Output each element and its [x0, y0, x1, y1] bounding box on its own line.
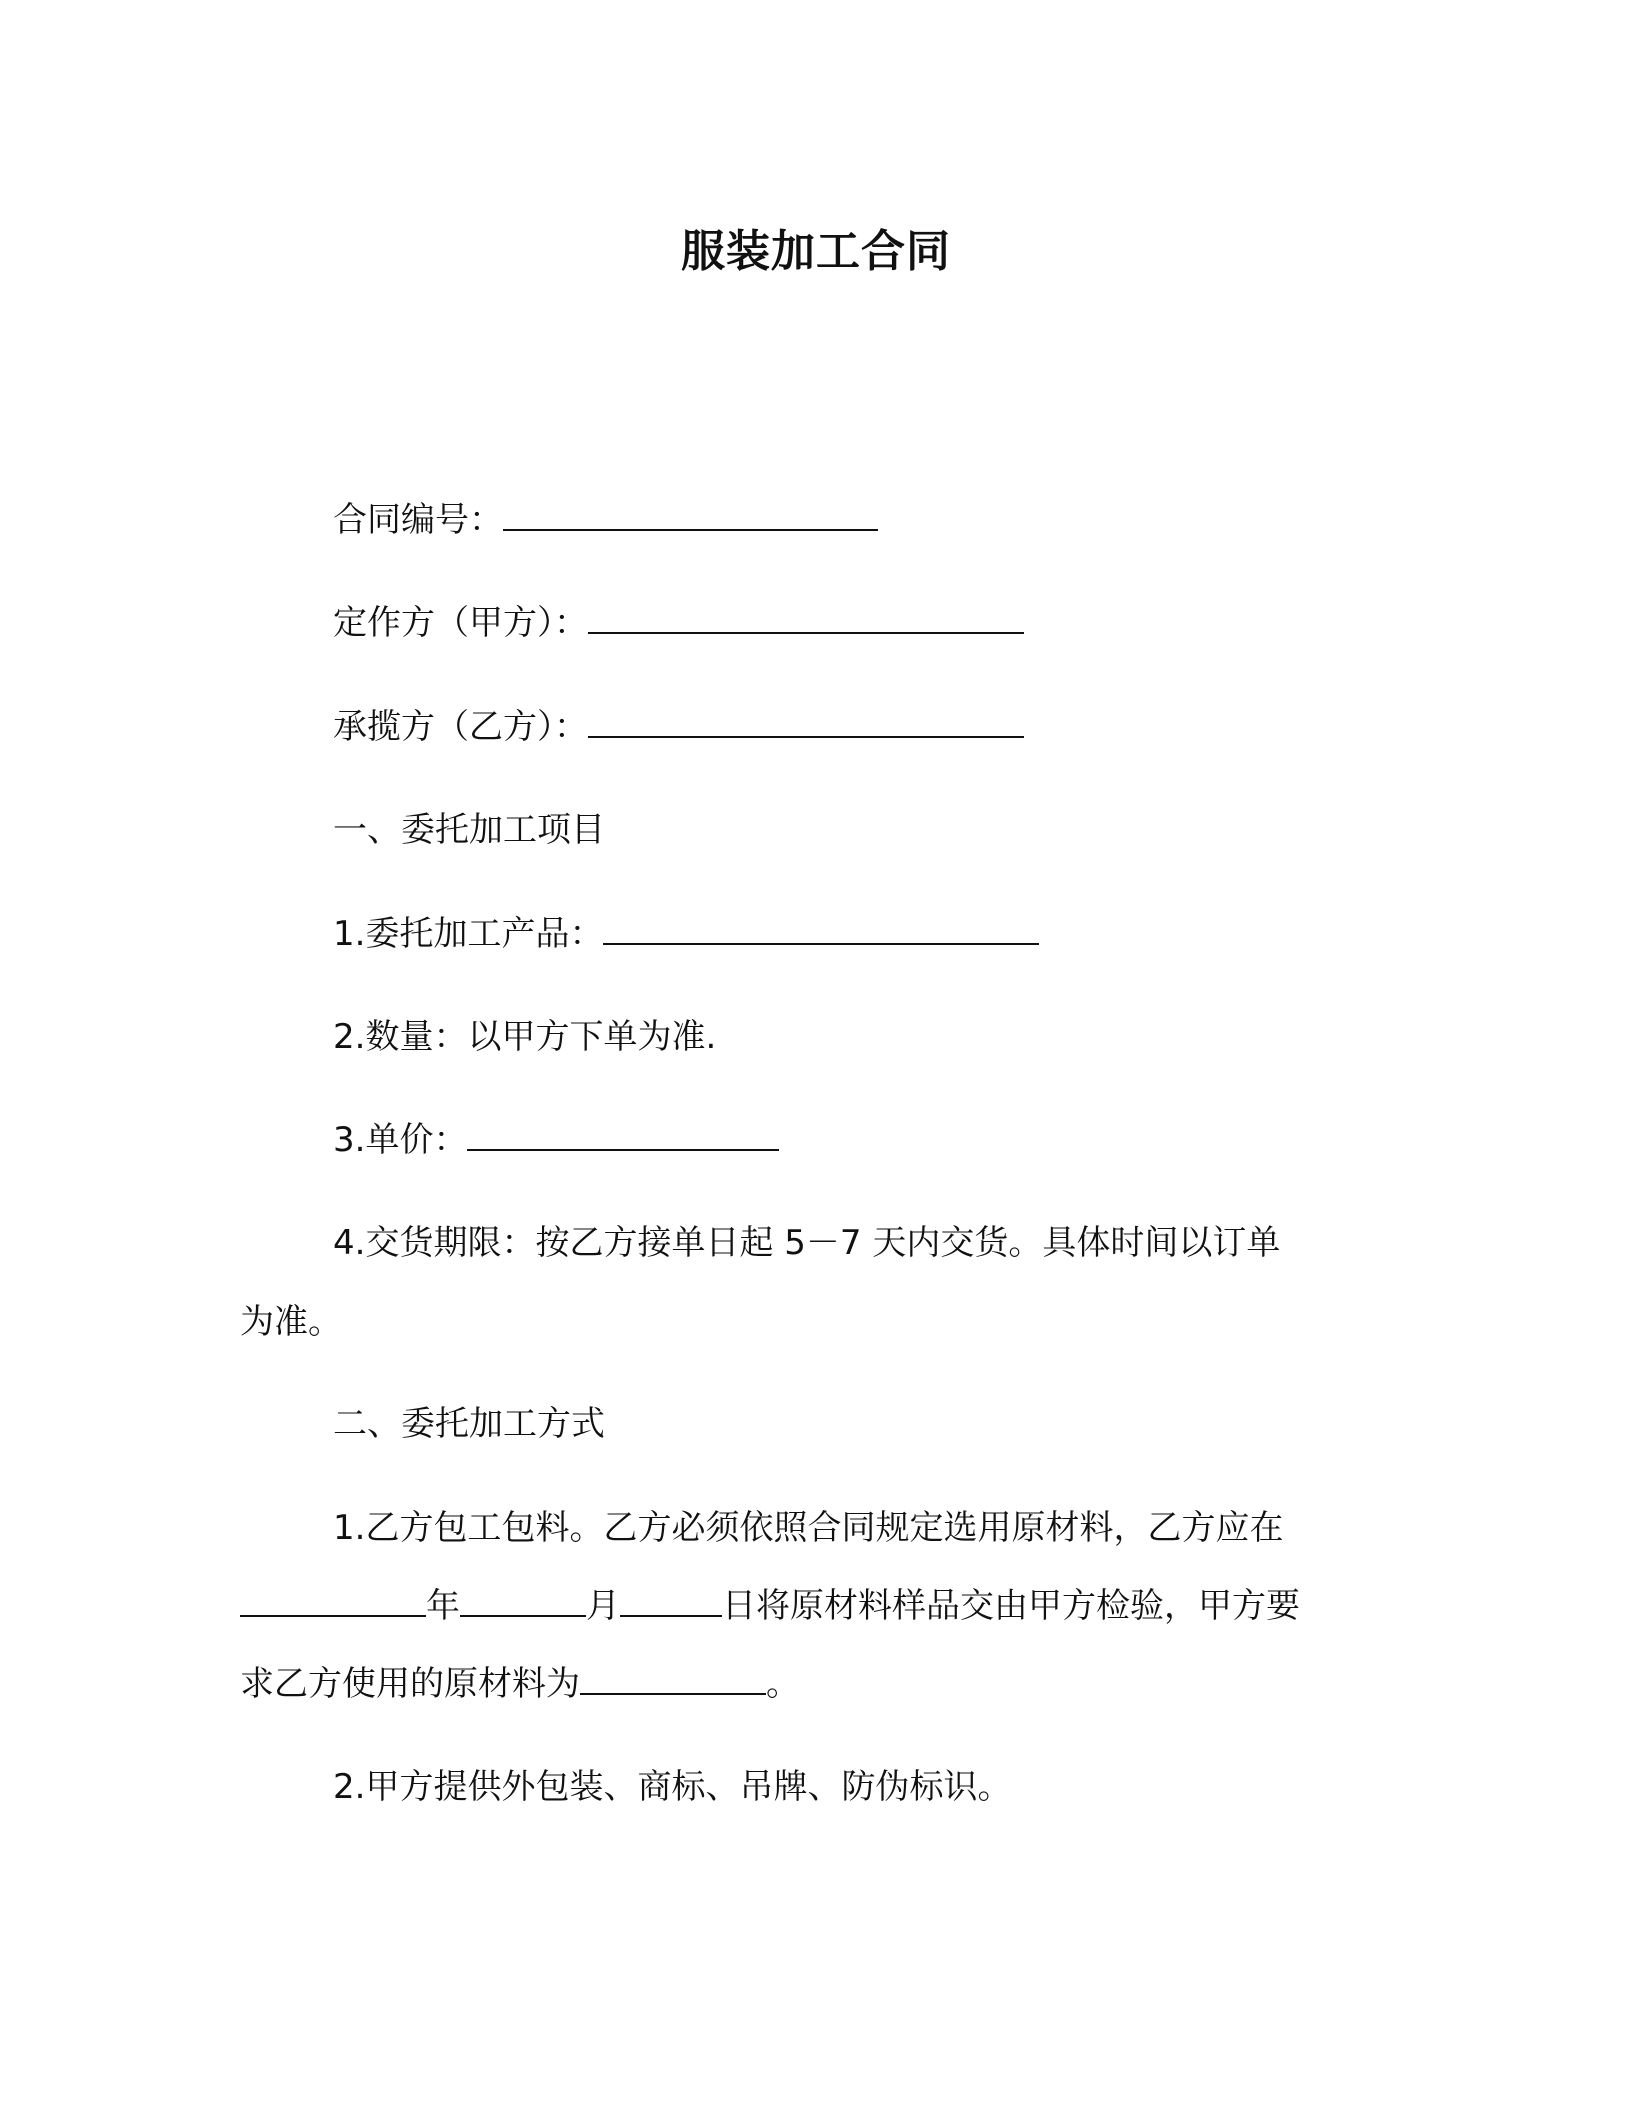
- party-a-label: 定作方（甲方）：: [333, 603, 588, 643]
- contract-number-line: [333, 498, 878, 542]
- section-2-item-2: 2.甲方提供外包装、商标、吊牌、防伪标识。: [333, 1767, 1012, 1807]
- contract-number-label: 合同编号：: [333, 500, 503, 540]
- year-label: 年: [426, 1586, 460, 1626]
- day-blank[interactable]: [620, 1585, 722, 1617]
- section-2-item-1-line-3: [240, 1662, 800, 1706]
- day-label-text: 日将原材料样品交由甲方检验，甲方要: [722, 1586, 1300, 1626]
- month-blank[interactable]: [460, 1585, 586, 1617]
- material-label: 求乙方使用的原材料为: [240, 1664, 580, 1704]
- party-b-blank[interactable]: [588, 706, 1024, 738]
- section-2-heading: 二、委托加工方式: [333, 1404, 605, 1444]
- party-b-label: 承揽方（乙方）：: [333, 707, 588, 747]
- product-label: 1.委托加工产品：: [333, 914, 604, 954]
- section-1-item-4-line-2: 为准。: [240, 1302, 342, 1342]
- year-blank[interactable]: [240, 1585, 426, 1617]
- unit-price-label: 3.单价：: [333, 1120, 468, 1160]
- section-2-item-1-line-2: [240, 1584, 1300, 1628]
- section-1-heading: 一、委托加工项目: [333, 810, 605, 850]
- material-blank[interactable]: [580, 1663, 766, 1695]
- section-1-item-3: [333, 1118, 779, 1162]
- section-2-item-1-line-1: 1.乙方包工包料。乙方必须依照合同规定选用原材料，乙方应在: [333, 1508, 1284, 1548]
- unit-price-blank[interactable]: [467, 1119, 779, 1151]
- month-label: 月: [586, 1586, 620, 1626]
- contract-number-blank[interactable]: [503, 499, 878, 531]
- product-blank[interactable]: [603, 913, 1039, 945]
- party-a-blank[interactable]: [588, 602, 1024, 634]
- section-1-item-1: [333, 912, 1039, 956]
- section-1-item-2: 2.数量：以甲方下单为准.: [333, 1017, 717, 1057]
- page-title: 服装加工合同: [681, 226, 951, 277]
- party-a-line: [333, 601, 1024, 645]
- material-suffix: 。: [766, 1664, 800, 1704]
- party-b-line: [333, 705, 1024, 749]
- section-1-item-4-line-1: 4.交货期限：按乙方接单日起 5－7 天内交货。具体时间以订单: [333, 1223, 1281, 1263]
